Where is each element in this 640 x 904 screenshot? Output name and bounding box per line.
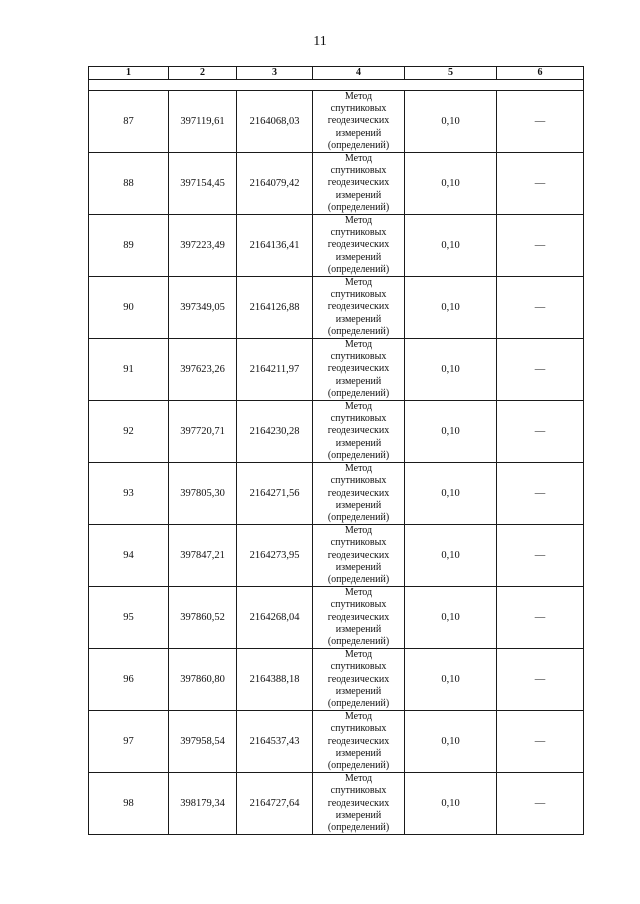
- method-line: Метод: [344, 339, 373, 351]
- method-line: спутниковых: [330, 227, 387, 239]
- method-line: спутниковых: [330, 785, 387, 797]
- y-coordinate-cell: 2164136,41: [237, 215, 313, 277]
- table-row: [89, 215, 584, 277]
- method-line: измерений: [335, 251, 382, 263]
- accuracy-cell: 0,10: [405, 339, 497, 401]
- method-line: Метод: [344, 215, 373, 227]
- note-cell: —: [497, 401, 584, 463]
- spacer-cell: [89, 80, 584, 91]
- method-line: (определений): [327, 759, 390, 771]
- coordinates-table: [88, 66, 584, 835]
- point-number-cell: 93: [89, 463, 169, 525]
- x-coordinate-cell: 397223,49: [169, 215, 237, 277]
- method-line: геодезических: [327, 673, 390, 685]
- accuracy-cell: 0,10: [405, 773, 497, 835]
- method-line: геодезических: [327, 239, 390, 251]
- accuracy-cell: 0,10: [405, 215, 497, 277]
- x-coordinate-cell: 397860,52: [169, 587, 237, 649]
- method-line: Метод: [344, 773, 373, 785]
- y-coordinate-cell: 2164388,18: [237, 649, 313, 711]
- y-coordinate-cell: 2164230,28: [237, 401, 313, 463]
- method-line: (определений): [327, 449, 390, 461]
- x-coordinate-cell: 397847,21: [169, 525, 237, 587]
- table-row: [89, 711, 584, 773]
- column-header-2: 2: [169, 67, 237, 80]
- column-header-6: 6: [497, 67, 584, 80]
- spacer-row: [89, 80, 584, 91]
- method-line: измерений: [335, 747, 382, 759]
- note-cell: —: [497, 525, 584, 587]
- accuracy-cell: 0,10: [405, 525, 497, 587]
- y-coordinate-cell: 2164727,64: [237, 773, 313, 835]
- table-row: [89, 339, 584, 401]
- method-cell: [313, 463, 405, 525]
- method-line: спутниковых: [330, 599, 387, 611]
- method-line: измерений: [335, 809, 382, 821]
- point-number-cell: 95: [89, 587, 169, 649]
- note-cell: —: [497, 91, 584, 153]
- method-line: геодезических: [327, 177, 390, 189]
- method-line: (определений): [327, 511, 390, 523]
- x-coordinate-cell: 397349,05: [169, 277, 237, 339]
- method-line: геодезических: [327, 425, 390, 437]
- method-cell: [313, 91, 405, 153]
- method-line: измерений: [335, 313, 382, 325]
- y-coordinate-cell: 2164273,95: [237, 525, 313, 587]
- method-line: (определений): [327, 697, 390, 709]
- method-line: геодезических: [327, 487, 390, 499]
- table-row: [89, 587, 584, 649]
- column-header-5: 5: [405, 67, 497, 80]
- method-line: измерений: [335, 375, 382, 387]
- point-number-cell: 89: [89, 215, 169, 277]
- table-row: [89, 525, 584, 587]
- method-line: геодезических: [327, 549, 390, 561]
- method-line: спутниковых: [330, 351, 387, 363]
- method-line: геодезических: [327, 115, 390, 127]
- method-line: измерений: [335, 437, 382, 449]
- method-cell: [313, 773, 405, 835]
- x-coordinate-cell: 397860,80: [169, 649, 237, 711]
- method-line: (определений): [327, 263, 390, 275]
- y-coordinate-cell: 2164268,04: [237, 587, 313, 649]
- method-line: измерений: [335, 499, 382, 511]
- x-coordinate-cell: 397119,61: [169, 91, 237, 153]
- method-line: (определений): [327, 201, 390, 213]
- method-line: измерений: [335, 561, 382, 573]
- method-line: Метод: [344, 711, 373, 723]
- column-header-1: 1: [89, 67, 169, 80]
- point-number-cell: 88: [89, 153, 169, 215]
- point-number-cell: 92: [89, 401, 169, 463]
- point-number-cell: 97: [89, 711, 169, 773]
- method-line: (определений): [327, 821, 390, 833]
- note-cell: —: [497, 711, 584, 773]
- y-coordinate-cell: 2164079,42: [237, 153, 313, 215]
- point-number-cell: 90: [89, 277, 169, 339]
- method-line: геодезических: [327, 797, 390, 809]
- x-coordinate-cell: 397805,30: [169, 463, 237, 525]
- accuracy-cell: 0,10: [405, 277, 497, 339]
- x-coordinate-cell: 397720,71: [169, 401, 237, 463]
- method-cell: [313, 587, 405, 649]
- method-line: (определений): [327, 139, 390, 151]
- method-line: геодезических: [327, 611, 390, 623]
- method-line: спутниковых: [330, 475, 387, 487]
- method-line: спутниковых: [330, 661, 387, 673]
- method-line: спутниковых: [330, 165, 387, 177]
- table-row: [89, 649, 584, 711]
- method-line: измерений: [335, 189, 382, 201]
- method-line: Метод: [344, 277, 373, 289]
- method-line: (определений): [327, 573, 390, 585]
- method-line: измерений: [335, 623, 382, 635]
- method-line: (определений): [327, 387, 390, 399]
- column-header-4: 4: [313, 67, 405, 80]
- y-coordinate-cell: 2164271,56: [237, 463, 313, 525]
- table-row: [89, 463, 584, 525]
- x-coordinate-cell: 398179,34: [169, 773, 237, 835]
- table-row: [89, 773, 584, 835]
- method-line: Метод: [344, 91, 373, 102]
- method-line: спутниковых: [330, 289, 387, 301]
- point-number-cell: 98: [89, 773, 169, 835]
- method-cell: [313, 649, 405, 711]
- note-cell: —: [497, 649, 584, 711]
- point-number-cell: 87: [89, 91, 169, 153]
- method-line: спутниковых: [330, 723, 387, 735]
- method-line: измерений: [335, 685, 382, 697]
- note-cell: —: [497, 215, 584, 277]
- point-number-cell: 94: [89, 525, 169, 587]
- accuracy-cell: 0,10: [405, 463, 497, 525]
- point-number-cell: 96: [89, 649, 169, 711]
- method-line: спутниковых: [330, 413, 387, 425]
- y-coordinate-cell: 2164126,88: [237, 277, 313, 339]
- method-cell: [313, 339, 405, 401]
- method-line: Метод: [344, 525, 373, 537]
- point-number-cell: 91: [89, 339, 169, 401]
- method-line: геодезических: [327, 363, 390, 375]
- method-line: Метод: [344, 587, 373, 599]
- column-header-3: 3: [237, 67, 313, 80]
- table-row: [89, 401, 584, 463]
- note-cell: —: [497, 153, 584, 215]
- note-cell: —: [497, 277, 584, 339]
- method-line: Метод: [344, 463, 373, 475]
- method-cell: [313, 711, 405, 773]
- accuracy-cell: 0,10: [405, 153, 497, 215]
- method-cell: [313, 525, 405, 587]
- note-cell: —: [497, 773, 584, 835]
- x-coordinate-cell: 397623,26: [169, 339, 237, 401]
- note-cell: —: [497, 339, 584, 401]
- method-cell: [313, 215, 405, 277]
- accuracy-cell: 0,10: [405, 91, 497, 153]
- method-cell: [313, 401, 405, 463]
- method-line: (определений): [327, 635, 390, 647]
- method-line: геодезических: [327, 301, 390, 313]
- method-line: Метод: [344, 649, 373, 661]
- method-line: (определений): [327, 325, 390, 337]
- accuracy-cell: 0,10: [405, 587, 497, 649]
- accuracy-cell: 0,10: [405, 711, 497, 773]
- method-line: геодезических: [327, 735, 390, 747]
- x-coordinate-cell: 397154,45: [169, 153, 237, 215]
- y-coordinate-cell: 2164537,43: [237, 711, 313, 773]
- y-coordinate-cell: 2164068,03: [237, 91, 313, 153]
- method-cell: [313, 153, 405, 215]
- page-number: 11: [313, 34, 327, 49]
- method-line: спутниковых: [330, 537, 387, 549]
- note-cell: —: [497, 587, 584, 649]
- header-row: [89, 67, 584, 80]
- accuracy-cell: 0,10: [405, 401, 497, 463]
- note-cell: —: [497, 463, 584, 525]
- method-line: Метод: [344, 401, 373, 413]
- method-line: Метод: [344, 153, 373, 165]
- table-row: [89, 91, 584, 153]
- method-line: спутниковых: [330, 103, 387, 115]
- x-coordinate-cell: 397958,54: [169, 711, 237, 773]
- method-line: измерений: [335, 127, 382, 139]
- accuracy-cell: 0,10: [405, 649, 497, 711]
- y-coordinate-cell: 2164211,97: [237, 339, 313, 401]
- table-row: [89, 153, 584, 215]
- table-row: [89, 277, 584, 339]
- method-cell: [313, 277, 405, 339]
